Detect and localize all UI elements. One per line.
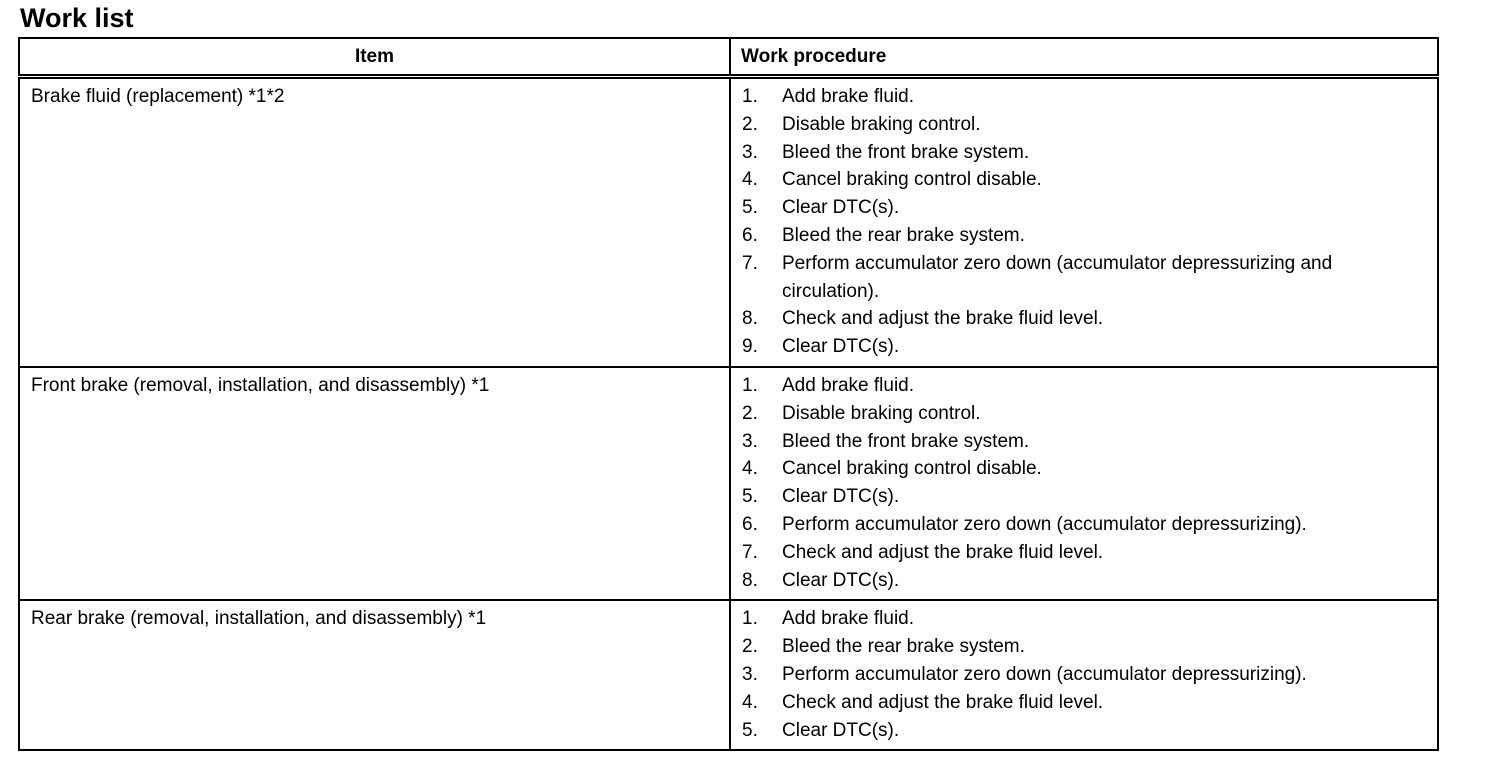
step-text: Perform accumulator zero down (accumulator depressurizing and circulation). bbox=[782, 252, 1333, 302]
procedure-step bbox=[742, 139, 1427, 167]
step-text: Disable braking control. bbox=[782, 113, 981, 135]
procedure-step bbox=[742, 428, 1427, 456]
step-number: 9. bbox=[742, 336, 758, 358]
step-number: 7. bbox=[742, 252, 758, 274]
step-text: Add brake fluid. bbox=[782, 374, 915, 396]
step-text: Bleed the front brake system. bbox=[782, 141, 1030, 163]
step-number: 6. bbox=[742, 513, 758, 535]
step-text: Clear DTC(s). bbox=[782, 197, 900, 219]
step-text: Perform accumulator zero down (accumulator depressurizing). bbox=[782, 513, 1307, 535]
procedure-step bbox=[742, 333, 1427, 361]
step-number: 8. bbox=[742, 569, 758, 591]
step-text: Cancel braking control disable. bbox=[782, 458, 1042, 480]
procedure-steps-list bbox=[742, 372, 1427, 594]
table-row bbox=[19, 77, 1438, 367]
item-cell: Brake fluid (replacement) *1*2 bbox=[19, 77, 730, 367]
step-text: Disable braking control. bbox=[782, 402, 981, 424]
step-text: Perform accumulator zero down (accumulator depressurizing). bbox=[782, 663, 1307, 685]
step-text: Check and adjust the brake fluid level. bbox=[782, 691, 1104, 713]
procedure-step bbox=[742, 400, 1427, 428]
step-number: 2. bbox=[742, 402, 758, 424]
procedure-step bbox=[742, 511, 1427, 539]
table-row bbox=[19, 600, 1438, 750]
procedure-step bbox=[742, 633, 1427, 661]
procedure-step bbox=[742, 83, 1427, 111]
procedure-step bbox=[742, 717, 1427, 745]
step-number: 5. bbox=[742, 486, 758, 508]
procedure-steps-list bbox=[742, 83, 1427, 361]
procedure-step bbox=[742, 194, 1427, 222]
step-number: 1. bbox=[742, 608, 758, 630]
procedure-step bbox=[742, 661, 1427, 689]
column-header-work-procedure: Work procedure bbox=[730, 38, 1438, 77]
work-procedure-cell bbox=[730, 77, 1438, 367]
procedure-step bbox=[742, 111, 1427, 139]
step-number: 4. bbox=[742, 458, 758, 480]
table-body bbox=[19, 77, 1438, 751]
procedure-step bbox=[742, 483, 1427, 511]
step-number: 3. bbox=[742, 430, 758, 452]
procedure-step bbox=[742, 372, 1427, 400]
work-list-table bbox=[18, 37, 1439, 751]
procedure-step bbox=[742, 250, 1427, 306]
procedure-step bbox=[742, 305, 1427, 333]
procedure-step bbox=[742, 605, 1427, 633]
procedure-steps-list bbox=[742, 605, 1427, 744]
step-number: 5. bbox=[742, 719, 758, 741]
step-number: 4. bbox=[742, 169, 758, 191]
column-header-item: Item bbox=[19, 38, 730, 77]
step-number: 8. bbox=[742, 308, 758, 330]
step-text: Add brake fluid. bbox=[782, 86, 915, 107]
procedure-step bbox=[742, 567, 1427, 595]
step-number: 4. bbox=[742, 691, 758, 713]
work-procedure-cell bbox=[730, 600, 1438, 750]
step-text: Bleed the rear brake system. bbox=[782, 636, 1025, 658]
step-number: 6. bbox=[742, 224, 758, 246]
step-text: Cancel braking control disable. bbox=[782, 169, 1042, 191]
table-row bbox=[19, 367, 1438, 600]
step-number: 2. bbox=[742, 113, 758, 135]
step-number: 5. bbox=[742, 197, 758, 219]
procedure-step bbox=[742, 455, 1427, 483]
step-text: Check and adjust the brake fluid level. bbox=[782, 541, 1104, 563]
step-number: 2. bbox=[742, 636, 758, 658]
step-text: Add brake fluid. bbox=[782, 608, 915, 630]
step-number: 7. bbox=[742, 541, 758, 563]
table-header bbox=[19, 38, 1438, 77]
step-number: 1. bbox=[742, 86, 758, 107]
item-cell: Front brake (removal, installation, and disassembly) *1 bbox=[19, 367, 730, 600]
step-text: Clear DTC(s). bbox=[782, 569, 900, 591]
step-number: 3. bbox=[742, 141, 758, 163]
page-title: Work list bbox=[20, 3, 134, 33]
step-text: Bleed the front brake system. bbox=[782, 430, 1030, 452]
procedure-step bbox=[742, 166, 1427, 194]
header-row bbox=[19, 38, 1438, 77]
step-text: Bleed the rear brake system. bbox=[782, 224, 1025, 246]
procedure-step bbox=[742, 222, 1427, 250]
step-text: Clear DTC(s). bbox=[782, 719, 900, 741]
step-text: Clear DTC(s). bbox=[782, 336, 900, 358]
procedure-step bbox=[742, 689, 1427, 717]
step-text: Check and adjust the brake fluid level. bbox=[782, 308, 1104, 330]
procedure-step bbox=[742, 539, 1427, 567]
item-cell: Rear brake (removal, installation, and disassembly) *1 bbox=[19, 600, 730, 750]
work-procedure-cell bbox=[730, 367, 1438, 600]
step-text: Clear DTC(s). bbox=[782, 486, 900, 508]
step-number: 3. bbox=[742, 663, 758, 685]
step-number: 1. bbox=[742, 374, 758, 396]
